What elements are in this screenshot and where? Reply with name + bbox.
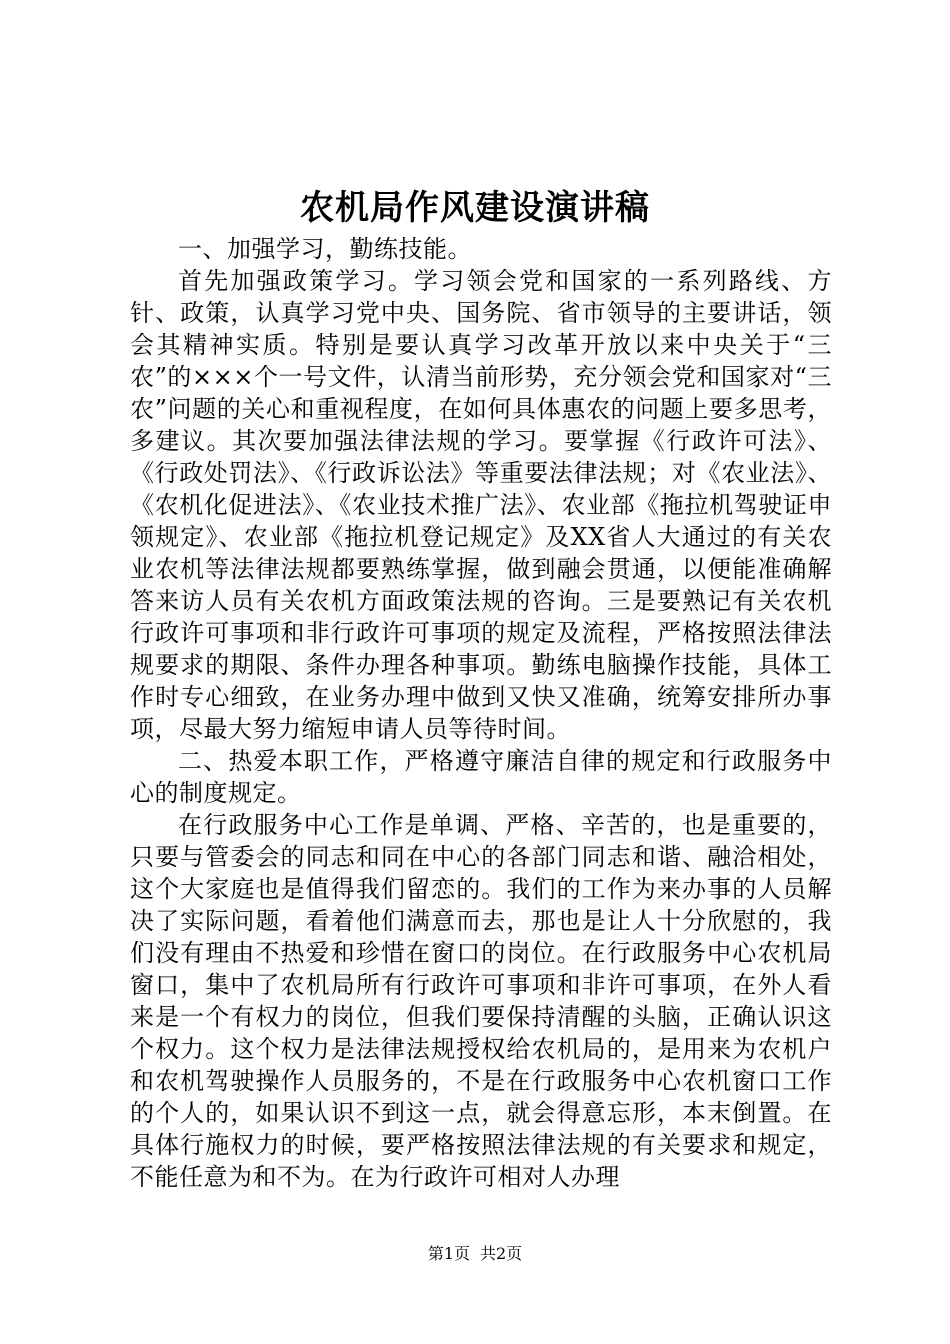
section-heading-1: 一、加强学习，勤练技能。 <box>178 235 472 263</box>
document-title: 农机局作风建设演讲稿 <box>300 188 650 228</box>
page-number: 第1页 <box>427 1244 470 1263</box>
page-footer <box>0 1244 950 1264</box>
document-body <box>130 233 832 1193</box>
page-total: 共2页 <box>480 1244 523 1263</box>
body-paragraph-2: 在行政服务中心工作是单调、严格、辛苦的，也是重要的，只要与管委会的同志和同在中心的各部门同志和谐、融洽相处，这个大家庭也是值得我们留恋的。我们的工作为来办事的人员解决了实际问题，看着他们满意而去，那也是让人十分欣慰的，我们没有理由不热爱和珍惜在窗口的岗位。在行政服务中心农机局窗口，集中了农机局所有行政许可事项和非许可事项，在外人看来是一个有权力的岗位，但我们要保持清醒的头脑，正确认识这个权力。这个权力是法律法规授权给农机局的，是用来为农机户和农机驾驶操作人员服务的，不是在行政服务中心农机窗口工作的个人的，如果认识不到这一点，就会得意忘形，本末倒置。在具体行施权力的时候，要严格按照法律法规的有关要求和规定，不能任意为和不为。在为行政许可相对人办理 <box>130 811 832 1191</box>
section-heading-2: 二、热爱本职工作，严格遵守廉洁自律的规定和行政服务中心的制度规定。 <box>130 747 832 807</box>
body-paragraph-1: 首先加强政策学习。学习领会党和国家的一系列路线、方针、政策，认真学习党中央、国务院、省市领导的主要讲话，领会其精神实质。特别是要认真学习改革开放以来中央关于“三农”的×××个一号文件，认清当前形势，充分领会党和国家对“三农”问题的关心和重视程度，在如何具体惠农的问题上要多思考，多建议。其次要加强法律法规的学习。要掌握《行政许可法》、《行政处罚法》、《行政诉讼法》等重要法律法规；对《农业法》、《农机化促进法》、《农业技术推广法》、农业部《拖拉机驾驶证申领规定》、农业部《拖拉机登记规定》及XX省人大通过的有关农业农机等法律法规都要熟练掌握，做到融会贯通，以便能准确解答来访人员有关农机方面政策法规的咨询。三是要熟记有关农机行政许可事项和非行政许可事项的规定及流程，严格按照法律法规要求的期限、条件办理各种事项。勤练电脑操作技能，具体工作时专心细致，在业务办理中做到又快又准确，统筹安排所办事项，尽最大努力缩短申请人员等待时间。 <box>130 267 832 743</box>
